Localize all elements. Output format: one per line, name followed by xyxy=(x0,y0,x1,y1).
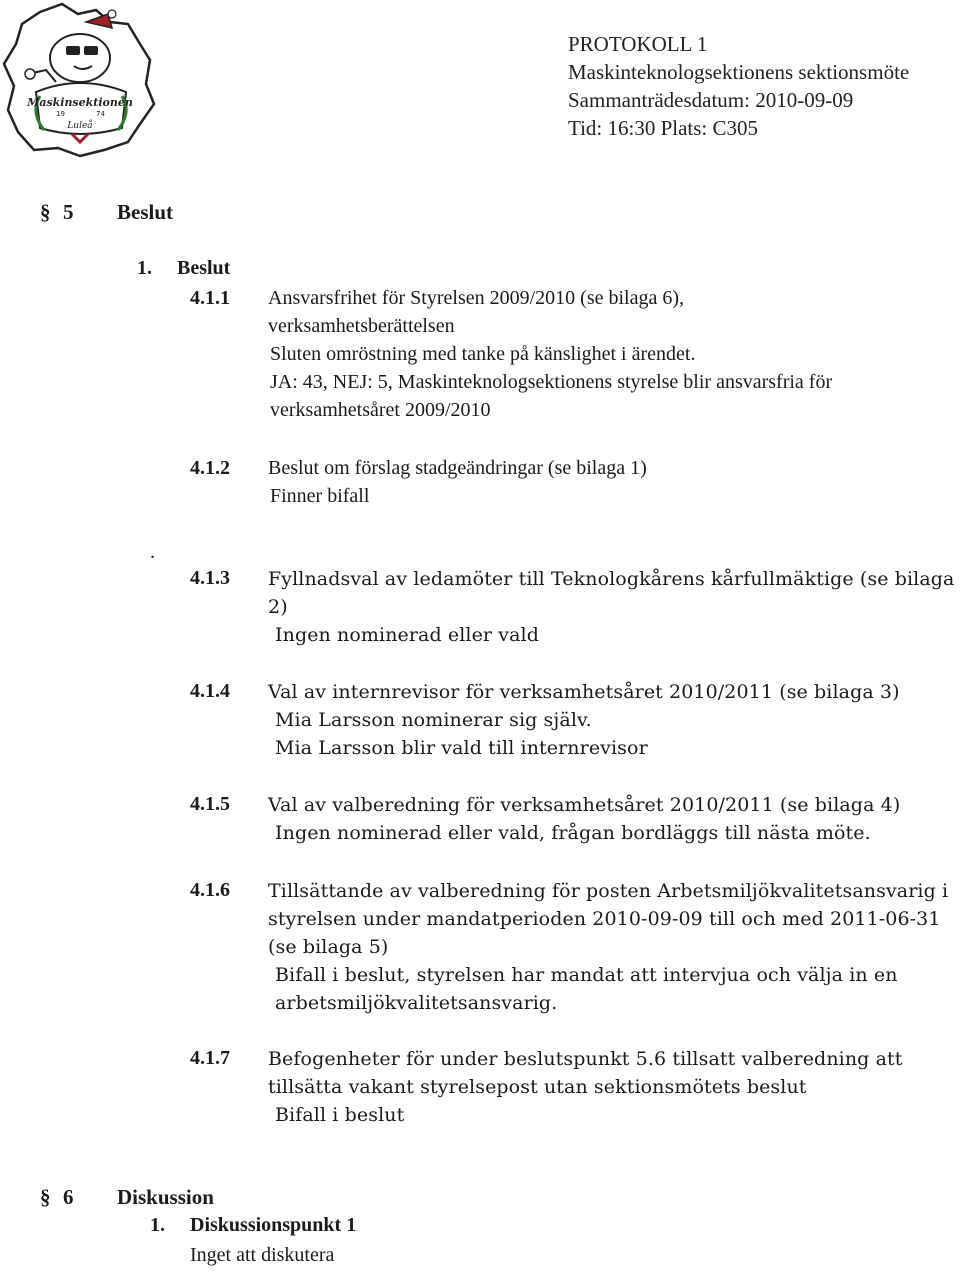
header-meeting: Maskinteknologsektionens sektionsmöte xyxy=(568,60,910,84)
stray-dot: . xyxy=(150,541,155,563)
item-text: verksamhetsberättelsen xyxy=(268,315,455,337)
item-text: Beslut om förslag stadgeändringar (se bilaga 1) xyxy=(268,457,647,479)
item-text: Val av valberedning för verksamhetsåret 2010/2011 (se bilaga 4) xyxy=(268,794,901,816)
header-date: Sammanträdesdatum: 2010-09-09 xyxy=(568,88,854,112)
item-text: tillsätta vakant styrelsepost utan sektionsmötets beslut xyxy=(268,1076,807,1098)
subsection-body: Inget att diskutera xyxy=(190,1244,335,1266)
item-result: verksamhetsåret 2009/2010 xyxy=(270,399,491,421)
item-result: Mia Larsson blir vald till internrevisor xyxy=(275,737,648,759)
item-result: JA: 43, NEJ: 5, Maskinteknologsektionens styrelse blir ansvarsfria för xyxy=(270,371,833,393)
item-number: 4.1.6 xyxy=(190,879,230,901)
item-text: (se bilaga 5) xyxy=(268,936,389,958)
subsection-number: 1. xyxy=(150,1214,165,1236)
section-title: Diskussion xyxy=(117,1185,214,1209)
section-number: 5 xyxy=(63,200,74,224)
item-result: Mia Larsson nominerar sig själv. xyxy=(275,709,592,731)
subsection-title: Diskussionspunkt 1 xyxy=(190,1214,357,1236)
item-number: 4.1.1 xyxy=(190,287,230,309)
logo-name: Maskinsektionen xyxy=(27,96,133,109)
item-result: arbetsmiljökvalitetsansvarig. xyxy=(275,992,558,1014)
logo-city: Luleå xyxy=(67,121,93,131)
svg-text:19: 19 xyxy=(56,110,65,118)
header-time-place: Tid: 16:30 Plats: C305 xyxy=(568,116,759,140)
section-number: 6 xyxy=(63,1185,74,1209)
item-number: 4.1.5 xyxy=(190,793,230,815)
item-result: Finner bifall xyxy=(270,485,370,507)
subsection-title: Beslut xyxy=(177,257,231,279)
mascot-logo-icon xyxy=(0,0,160,160)
section-title: Beslut xyxy=(117,200,174,224)
item-result: Sluten omröstning med tanke på känslighet i ärendet. xyxy=(270,343,696,365)
subsection-number: 1. xyxy=(137,257,152,279)
item-text: Befogenheter för under beslutspunkt 5.6 tillsatt valberedning att xyxy=(268,1048,903,1070)
svg-text:74: 74 xyxy=(96,110,105,118)
section-symbol: § xyxy=(40,200,51,224)
header-title: PROTOKOLL 1 xyxy=(568,32,708,56)
item-text: Fyllnadsval av ledamöter till Teknologkårens kårfullmäktige (se bilaga xyxy=(268,568,955,590)
item-result: Bifall i beslut, styrelsen har mandat att intervjua och välja in en xyxy=(275,964,898,986)
item-text: styrelsen under mandatperioden 2010-09-09 till och med 2011-06-31 xyxy=(268,908,941,930)
item-text: Val av internrevisor för verksamhetsåret 2010/2011 (se bilaga 3) xyxy=(268,681,900,703)
item-result: Ingen nominerad eller vald, frågan bordläggs till nästa möte. xyxy=(275,822,871,844)
item-text: Ansvarsfrihet för Styrelsen 2009/2010 (se bilaga 6), xyxy=(268,287,685,309)
item-number: 4.1.7 xyxy=(190,1047,230,1069)
item-number: 4.1.3 xyxy=(190,567,230,589)
item-number: 4.1.4 xyxy=(190,680,230,702)
item-text: 2) xyxy=(268,596,288,618)
item-number: 4.1.2 xyxy=(190,457,230,479)
item-text: Tillsättande av valberedning för posten Arbetsmiljökvalitetsansvarig i xyxy=(268,880,949,902)
item-result: Ingen nominerad eller vald xyxy=(275,624,539,646)
section-symbol: § xyxy=(40,1185,51,1209)
item-result: Bifall i beslut xyxy=(275,1104,405,1126)
